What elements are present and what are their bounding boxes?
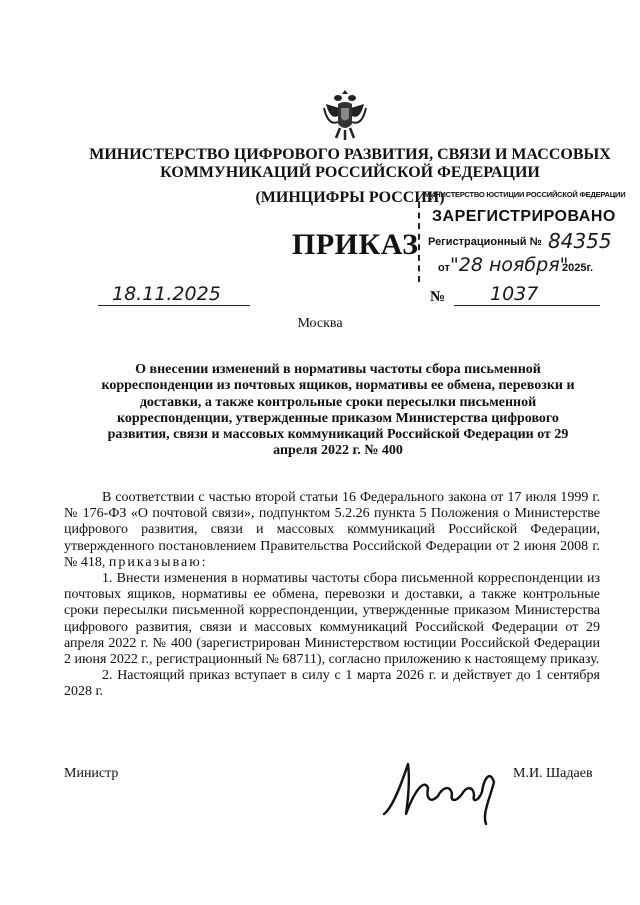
- stamp-date-handwritten: "28 ноября": [450, 254, 569, 276]
- stamp-date-prefix: от: [438, 262, 450, 274]
- registration-stamp: [410, 190, 626, 284]
- state-emblem-icon: [322, 86, 368, 142]
- stamp-border: [418, 202, 421, 282]
- order-body: [64, 490, 600, 701]
- minister-name: М.И. Шадаев: [513, 766, 593, 781]
- order-number: 1037: [490, 283, 539, 305]
- stamp-registration-number: 84355: [548, 229, 612, 253]
- stamp-year: 2025г.: [562, 262, 594, 274]
- order-date: 18.11.2025: [112, 283, 221, 305]
- ministry-name-line1: МИНИСТЕРСТВО ЦИФРОВОГО РАЗВИТИЯ, СВЯЗИ И МАССОВЫХ: [89, 146, 611, 163]
- number-underline: [454, 305, 600, 306]
- ministry-short-name: (МИНЦИФРЫ РОССИИ): [255, 189, 445, 206]
- document-type: ПРИКАЗ: [292, 228, 419, 261]
- preamble-paragraph: [64, 490, 600, 571]
- order-number-sign: №: [430, 289, 446, 305]
- ministry-name-line2: КОММУНИКАЦИЙ РОССИЙСКОЙ ФЕДЕРАЦИИ: [160, 164, 540, 181]
- preamble-text: В соответствии с частью второй статьи 16 Федерального закона от 17 июля 1999 г. № 176-ФЗ «О почтовой связи», подпунктом 5.2.26 пункта 5 Положения о Министерстве цифрового развития, связи и массовых коммуникаций Российской Федерации, утвержденного постановлением Правительства Российской Федерации от 2 июня 2008 г. № 418,: [64, 490, 600, 570]
- date-underline: [98, 305, 250, 306]
- order-word: приказываю:: [108, 554, 208, 570]
- item-2-paragraph: 2. Настоящий приказ вступает в силу с 1 марта 2026 г. и действует до 1 сентября 2028 г.: [64, 668, 600, 700]
- minister-title: Министр: [64, 766, 119, 781]
- stamp-organization: МИНИСТЕРСТВО ЮСТИЦИИ РОССИЙСКОЙ ФЕДЕРАЦИИ: [424, 190, 626, 199]
- stamp-title: ЗАРЕГИСТРИРОВАНО: [432, 208, 616, 225]
- order-heading: О внесении изменений в нормативы частоты сбора письменной корреспонденции из почтовых ящиков, нормативы ее обмена, перевозки и доставки, а также контрольные сроки пересылки письменной корреспонденции, утвержденные приказом Министерства цифрового развития, связи и массовых коммуникаций Российской Федерации от 29 апреля 2022 г. № 400: [101, 362, 575, 459]
- signature-icon: [378, 752, 508, 832]
- item-1-paragraph: 1. Внести изменения в нормативы частоты сбора письменной корреспонденции из почтовых ящиков, нормативы ее обмена, перевозки и доставки, а также контрольные сроки пересылки письменной корреспонденции, утвержденные приказом Министерства цифрового развития, связи и массовых коммуникаций Российской Федерации от 29 апреля 2022 г. № 400 (зарегистрирован Министерством юстиции Российской Федерации 2 июня 2022 г., регистрационный № 68711), согласно приложению к настоящему приказу.: [64, 571, 600, 668]
- city: Москва: [297, 316, 343, 331]
- stamp-registration-label: Регистрационный №: [428, 236, 542, 248]
